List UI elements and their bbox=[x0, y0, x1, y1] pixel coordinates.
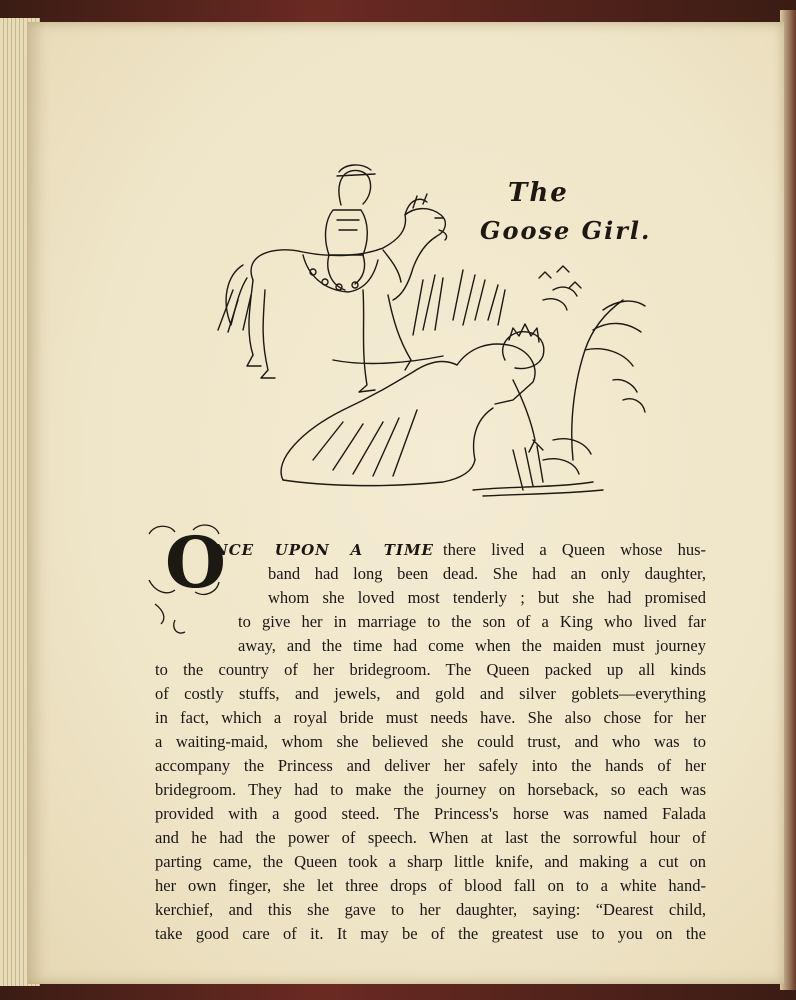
text-line: accompany the Princess and deliver her safely into the hands of her bbox=[155, 756, 706, 775]
text-line: band had long been dead. She had an only daughter, bbox=[268, 564, 706, 583]
text-line: a waiting-maid, whom she believed she could trust, and who was to bbox=[155, 732, 706, 751]
text-line: to give her in marriage to the son of a King who lived far bbox=[238, 612, 706, 631]
text-line: and he had the power of speech. When at last the sorrowful hour of bbox=[155, 828, 706, 847]
text-line: of costly stuffs, and jewels, and gold and silver goblets—everything bbox=[155, 684, 706, 703]
text-line: in fact, which a royal bride must needs have. She also chose for her bbox=[155, 708, 706, 727]
text-line: whom she loved most tenderly ; but she had promised bbox=[268, 588, 706, 607]
title-line-2: Goose Girl. bbox=[480, 216, 652, 245]
drop-cap-letter: O bbox=[165, 521, 226, 604]
opening-words: NCE UPON A TIME bbox=[214, 541, 434, 559]
text-line: kerchief, and this she gave to her daughter, saying: “Dearest child, bbox=[155, 900, 706, 919]
text-line: there lived a Queen whose hus- bbox=[443, 540, 706, 559]
text-line: away, and the time had come when the maiden must journey bbox=[238, 636, 706, 655]
text-line: to the country of her bridegroom. The Queen packed up all kinds bbox=[155, 660, 706, 679]
text-line: provided with a good steed. The Princess's horse was named Falada bbox=[155, 804, 706, 823]
text-line: bridegroom. They had to make the journey on horseback, so each was bbox=[155, 780, 706, 799]
text-line: her own finger, she let three drops of blood fall on to a white hand- bbox=[155, 876, 706, 895]
text-line: parting came, the Queen took a sharp little knife, and making a cut on bbox=[155, 852, 706, 871]
text-line: take good care of it. It may be of the greatest use to you on the bbox=[155, 924, 706, 943]
title-line-1: The bbox=[508, 178, 569, 208]
